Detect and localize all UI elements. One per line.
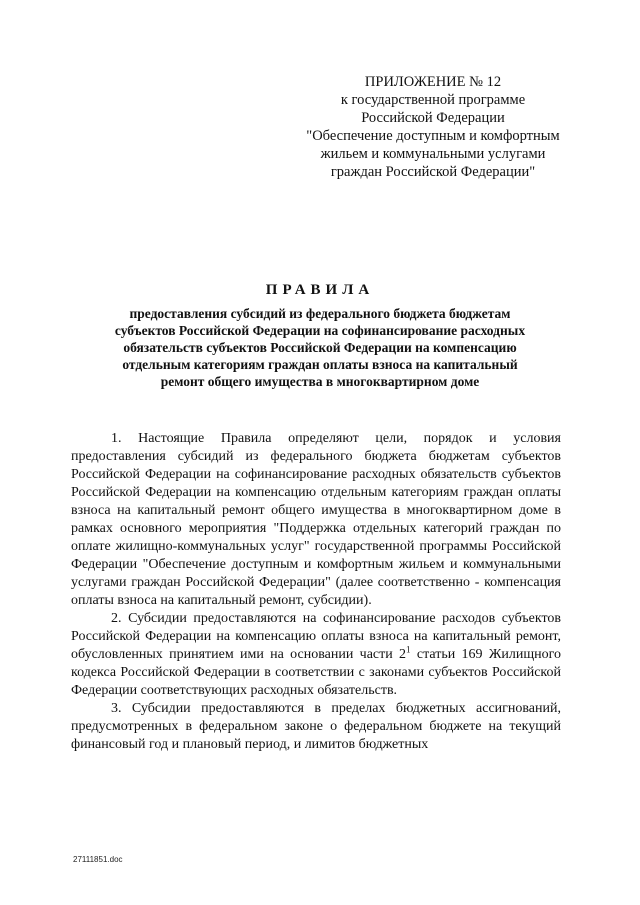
paragraph-3: 3. Субсидии предоставляются в пределах бюджетных ассигнований, предусмотренных в федеральном законе о федеральном бюджете на текущий финансовый год и плановый период, и лимитов бюджетных [71, 701, 561, 752]
subtitle-line: ремонт общего имущества в многоквартирном доме [160, 374, 480, 389]
subtitle-line: предоставления субсидий из федерального бюджета бюджетам [129, 306, 511, 321]
paragraph-2-text-start: 2. Субсидии предоставляются на софинансирование расходов субъектов Российской Федерации на компенсацию оплаты взноса на капитальный ремонт, обусловленных принятием ими на основании части 2 [71, 611, 561, 662]
appendix-number: ПРИЛОЖЕНИЕ № 12 [364, 74, 502, 90]
subtitle-line: субъектов Российской Федерации на софинансирование расходных [114, 323, 526, 338]
subtitle-line: отдельным категориям граждан оплаты взноса на капитальный [122, 357, 518, 372]
appendix-line: жильем и коммунальными услугами [320, 146, 546, 162]
document-title: ПРАВИЛА [265, 282, 375, 298]
document-subtitle [60, 305, 580, 390]
paragraph-2 [71, 610, 561, 700]
appendix-line: "Обеспечение доступным и комфортным [306, 128, 560, 144]
paragraph-2-superscript: 1 [406, 644, 411, 655]
appendix-line: Российской Федерации [361, 110, 505, 126]
appendix-header [280, 73, 586, 181]
subtitle-line: обязательств субъектов Российской Федерации на компенсацию [123, 340, 517, 355]
appendix-line: к государственной программе [340, 92, 526, 108]
paragraph-2-text-end: статьи 169 Жилищного кодекса Российской Федерации в соответствии с законами субъектов Российской Федерации соответствующих расходных обязательств. [71, 647, 561, 698]
document-body [71, 430, 561, 754]
appendix-line: граждан Российской Федерации" [330, 164, 536, 180]
footer-filename: 27111851.doc [73, 855, 123, 864]
paragraph-1: 1. Настоящие Правила определяют цели, порядок и условия предоставления субсидий из федерального бюджета бюджетам субъектов Российской Федерации на софинансирование расходных обязательств субъектов Российской Федерации на компенсацию отдельным категориям граждан оплаты взноса на капитальный ремонт общего имущества в многоквартирном доме в рамках основного мероприятия "Поддержка отдельных категорий граждан по оплате жилищно-коммунальных услуг" государственной программы Российской Федерации "Обеспечение доступным и комфортным жильем и коммунальными услугами граждан Российской Федерации" (далее соответственно - компенсация оплаты взноса на капитальный ремонт, субсидии). [71, 431, 561, 608]
